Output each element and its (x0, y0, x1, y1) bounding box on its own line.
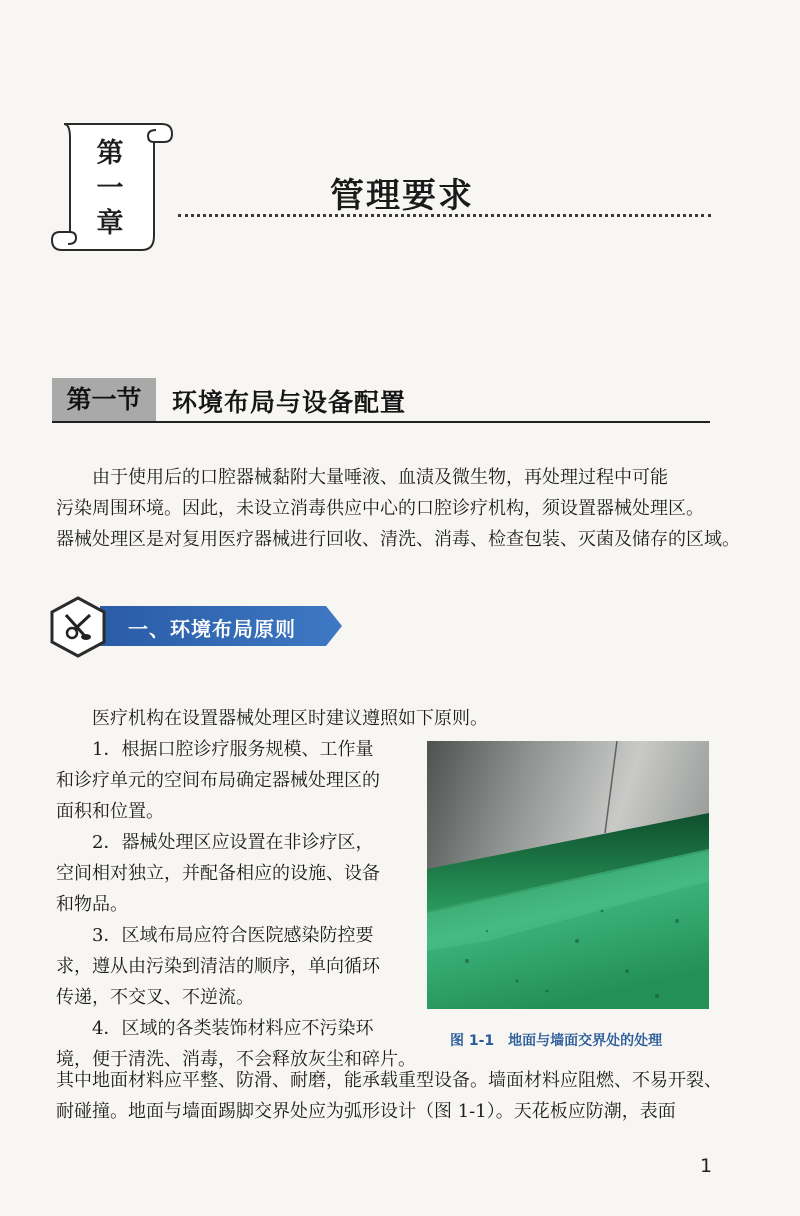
text-line: 其中地面材料应平整、防滑、耐磨，能承载重型设备。墙面材料应阻燃、不易开裂、 (56, 1070, 722, 1091)
chapter-title: 管理要求 (330, 176, 474, 216)
text-line: 传递，不交叉、不逆流。 (56, 987, 254, 1008)
text-line: 和物品。 (56, 894, 128, 915)
chapter-char: 章 (96, 208, 124, 239)
figure-photo-floor-wall (427, 741, 709, 1009)
text-line: 面积和位置。 (56, 801, 164, 822)
hexagon-tools-icon (48, 595, 108, 659)
section-label: 第一节 (66, 385, 142, 414)
section-title: 环境布局与设备配置 (172, 388, 407, 417)
intro-paragraph (56, 462, 740, 555)
text-line: 2．器械处理区应设置在非诊疗区， (92, 832, 374, 853)
chapter-char: 一 (96, 173, 124, 204)
text-line: 医疗机构在设置器械处理区时建议遵照如下原则。 (92, 708, 488, 729)
text-line: 空间相对独立，并配备相应的设施、设备 (56, 863, 380, 884)
body-text-wide (56, 1065, 722, 1127)
text-line: 由于使用后的口腔器械黏附大量唾液、血渍及微生物，再处理过程中可能 (92, 467, 668, 488)
body-text (56, 703, 488, 1075)
text-line: 污染周围环境。因此，未设立消毒供应中心的口腔诊疗机构，须设置器械处理区。 (56, 498, 704, 519)
figure-caption: 图 1-1 地面与墙面交界处的处理 (450, 1033, 663, 1049)
text-line: 耐碰撞。地面与墙面踢脚交界处应为弧形设计（图 1-1）。天花板应防潮，表面 (56, 1101, 676, 1122)
text-line: 3．区域布局应符合医院感染防控要 (92, 925, 374, 946)
text-line: 1．根据口腔诊疗服务规模、工作量 (92, 739, 374, 760)
text-line: 和诊疗单元的空间布局确定器械处理区的 (56, 770, 380, 791)
chapter-char: 第 (96, 138, 124, 169)
chapter-number-vertical (82, 136, 138, 241)
text-line: 境，便于清洗、消毒，不会释放灰尘和碎片。 (56, 1049, 416, 1070)
subsection-label: 一、环境布局原则 (128, 617, 296, 641)
text-line: 器械处理区是对复用医疗器械进行回收、清洗、消毒、检查包装、灭菌及储存的区域。 (56, 529, 740, 550)
page-number: 1 (700, 1155, 713, 1177)
text-line: 4．区域的各类装饰材料应不污染环 (92, 1018, 374, 1039)
chapter-dotted-rule (178, 214, 711, 217)
text-line: 求，遵从由污染到清洁的顺序，单向循环 (56, 956, 380, 977)
section-rule (52, 421, 710, 423)
